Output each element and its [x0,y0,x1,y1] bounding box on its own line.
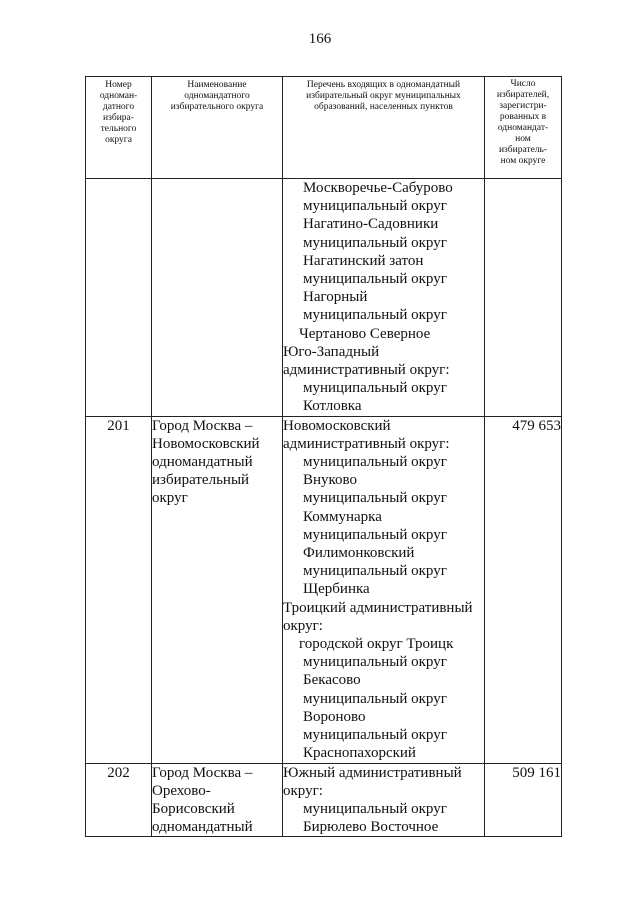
list-item: муниципальный округ [303,800,447,817]
list-item: Москворечье-Сабурово [303,180,453,196]
list-item: округ: [283,617,323,634]
list-item: Нагатино-Садовники [303,216,439,233]
header-voter-count: Число избирателей, зарегистри- рованных в одномандат- ном избиратель- ном округе [485,77,562,179]
list-item: Нагорный [303,289,368,306]
list-item: Щербинка [303,581,370,598]
table-row [86,179,562,417]
list-item: муниципальный округ [303,727,447,744]
table-row [86,763,562,837]
list-item: Вороново [303,708,366,725]
municipalities-cell [283,763,485,837]
list-item: городской округ Троицк [299,636,454,653]
districts-table [85,76,562,837]
list-item: муниципальный округ [303,380,447,397]
list-item: округ: [283,782,323,799]
district-number-cell: 202 [86,763,152,837]
municipalities-cell [283,179,485,417]
list-item: Новомосковский [283,417,391,434]
list-item: Бирюлево Восточное [303,819,439,836]
header-municipalities-list: Перечень входящих в одномандатный избирательный округ муниципальных образований, населенных пунктов [283,77,485,179]
district-number-cell: 201 [86,416,152,763]
list-item: муниципальный округ [303,563,447,580]
list-item: муниципальный округ [303,307,447,324]
voter-count-cell: 509 161 [485,763,562,837]
list-item: муниципальный округ [303,526,447,543]
list-item: Юго-Западный [283,343,380,360]
header-district-name: Наименование одномандатного избирательного округа [152,77,283,179]
list-item: муниципальный округ [303,198,447,215]
list-item: Южный административный [283,764,462,781]
district-name-cell: Город Москва – Орехово- Борисовский одномандатный [152,763,283,837]
list-item: Котловка [303,398,362,415]
list-item: Бекасово [303,672,361,689]
list-item: Внуково [303,472,358,489]
page-number: 166 [308,31,332,47]
district-name-cell: Город Москва – Новомосковский одномандатный избирательный округ [152,416,283,763]
municipalities-cell [283,416,485,763]
voter-count-cell [485,179,562,417]
list-item: Коммунарка [303,508,382,525]
header-district-number: Номер одноман- датного избира- тельного округа [86,77,152,179]
list-item: муниципальный округ [303,490,447,507]
list-item: Чертаново Северное [299,325,431,342]
list-item: административный округ: [283,435,450,452]
list-item: Филимонковский [303,545,415,562]
list-item: Краснопахорский [303,745,416,762]
district-number-cell [86,179,152,417]
voter-count-cell: 479 653 [485,416,562,763]
table-header-row [86,77,562,179]
list-item: муниципальный округ [303,654,447,671]
list-item: административный округ: [283,362,450,379]
district-name-cell [152,179,283,417]
list-item: Троицкий административный [283,599,473,616]
list-item: муниципальный округ [303,690,447,707]
list-item: муниципальный округ [303,271,447,288]
list-item: муниципальный округ [303,454,447,471]
table-row [86,416,562,763]
list-item: Нагатинский затон [303,252,424,269]
list-item: муниципальный округ [303,234,447,251]
